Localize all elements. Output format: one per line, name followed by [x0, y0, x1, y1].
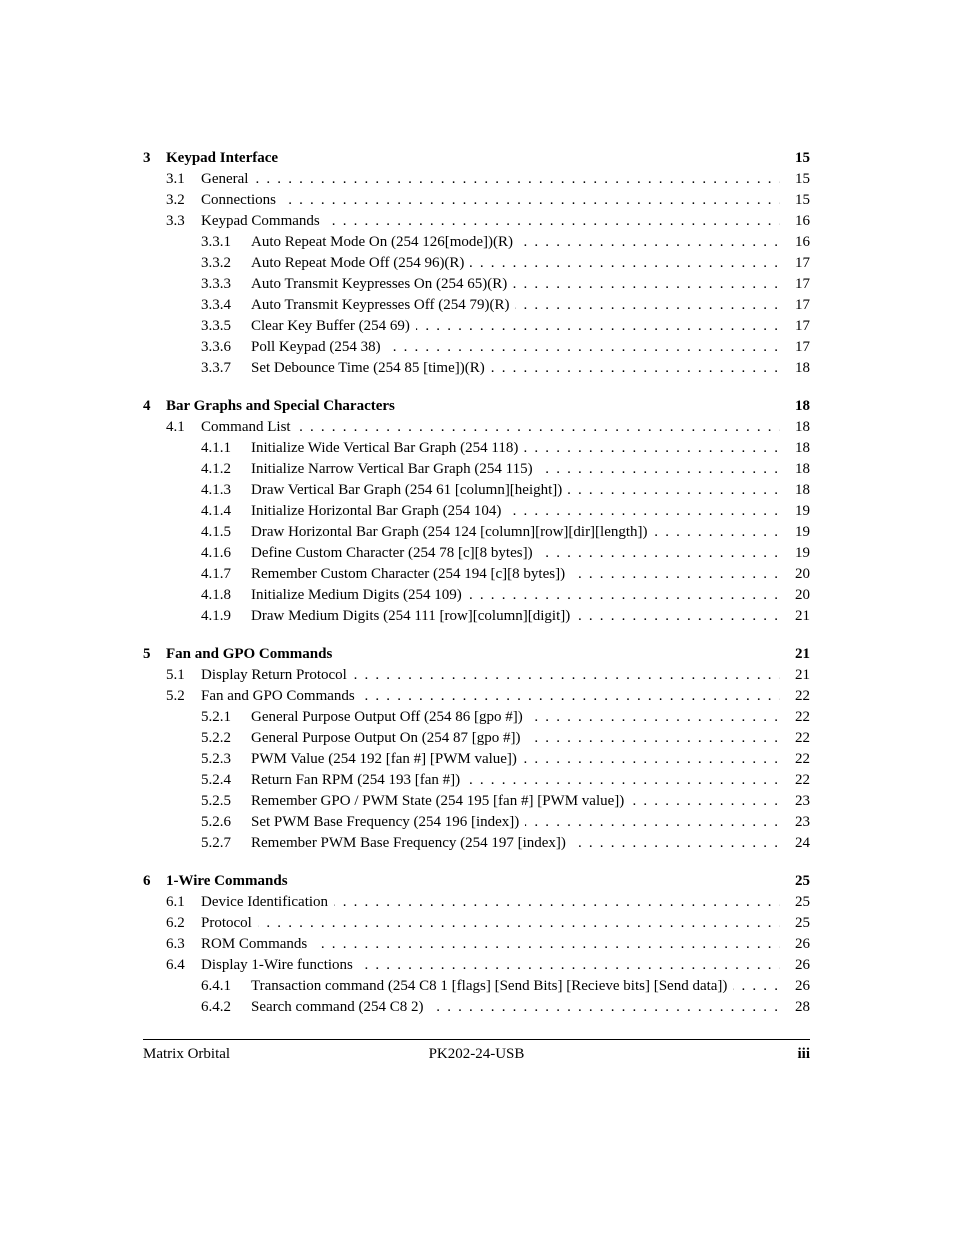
toc-entry-page: 26 — [795, 978, 810, 994]
toc-entry-number: 3.3 — [166, 213, 185, 229]
toc-entry-title: General — [201, 171, 254, 187]
toc-section-entry[interactable] — [143, 190, 810, 211]
toc-entry-number: 5.2.3 — [201, 751, 231, 767]
toc-entry-number: 3.3.3 — [201, 276, 231, 292]
toc-entry-title: Initialize Narrow Vertical Bar Graph (254 115) — [251, 461, 539, 477]
toc-subsection-entry[interactable] — [143, 501, 810, 522]
footer-page-number: iii — [797, 1046, 810, 1062]
toc-subsection-entry[interactable] — [143, 358, 810, 379]
toc-entry-title-wrap — [201, 417, 297, 438]
toc-entry-page: 22 — [795, 730, 810, 746]
toc-entry-title-wrap — [251, 997, 429, 1018]
toc-entry-page: 26 — [795, 936, 810, 952]
toc-entry-title-wrap — [251, 728, 527, 749]
toc-section-entry[interactable] — [143, 211, 810, 232]
toc-chapter-number: 5 — [143, 646, 151, 662]
toc-entry-title: Remember PWM Base Frequency (254 197 [index]) — [251, 835, 572, 851]
toc-chapter-number: 3 — [143, 150, 151, 166]
toc-entry-page: 17 — [795, 276, 810, 292]
toc-entry-page: 22 — [795, 772, 810, 788]
toc-section-entry[interactable] — [143, 417, 810, 438]
toc-entry-title: Keypad Commands — [201, 213, 326, 229]
toc-entry-number: 4.1.4 — [201, 503, 231, 519]
toc-entry-number: 6.4 — [166, 957, 185, 973]
toc-entry-page: 21 — [795, 667, 810, 683]
toc-subsection-entry[interactable] — [143, 770, 810, 791]
toc-entry-title: Set Debounce Time (254 85 [time])(R) — [251, 360, 491, 376]
toc-entry-number: 6.1 — [166, 894, 185, 910]
toc-entry-title: Initialize Horizontal Bar Graph (254 104) — [251, 503, 507, 519]
toc-chapter-entry[interactable] — [143, 148, 810, 169]
toc-section-entry[interactable] — [143, 934, 810, 955]
toc-entry-title: Command List — [201, 419, 297, 435]
toc-entry-title: Auto Transmit Keypresses On (254 65)(R) — [251, 276, 513, 292]
toc-chapter-entry[interactable] — [143, 871, 810, 892]
toc-entry-page: 20 — [795, 566, 810, 582]
toc-section-entry[interactable] — [143, 892, 810, 913]
toc-entry-title: Initialize Medium Digits (254 109) — [251, 587, 468, 603]
toc-entry-title-wrap — [251, 232, 519, 253]
toc-section-entry[interactable] — [143, 955, 810, 976]
toc-entry-title-wrap — [251, 480, 568, 501]
toc-subsection-entry[interactable] — [143, 253, 810, 274]
toc-subsection-entry[interactable] — [143, 295, 810, 316]
toc-entry-page: 19 — [795, 545, 810, 561]
toc-entry-number: 4.1.5 — [201, 524, 231, 540]
toc-entry-page: 18 — [795, 440, 810, 456]
toc-entry-page: 17 — [795, 339, 810, 355]
toc-entry-page: 19 — [795, 503, 810, 519]
toc-entry-page: 23 — [795, 814, 810, 830]
toc-chapter-title: Fan and GPO Commands — [166, 646, 333, 662]
toc-entry-page: 18 — [795, 482, 810, 498]
toc-entry-number: 3.3.7 — [201, 360, 231, 376]
toc-entry-number: 4.1.1 — [201, 440, 231, 456]
toc-entry-page: 17 — [795, 297, 810, 313]
toc-entry-title: Connections — [201, 192, 282, 208]
toc-entry-title: Remember GPO / PWM State (254 195 [fan #] [PWM value]) — [251, 793, 630, 809]
toc-entry-title-wrap — [251, 253, 470, 274]
toc-subsection-entry[interactable] — [143, 707, 810, 728]
toc-entry-title-wrap — [251, 833, 572, 854]
toc-entry-number: 4.1.9 — [201, 608, 231, 624]
toc-entry-title-wrap — [201, 169, 254, 190]
toc-entry-title: PWM Value (254 192 [fan #] [PWM value]) — [251, 751, 523, 767]
toc-entry-title: Draw Horizontal Bar Graph (254 124 [column][row][dir][length]) — [251, 524, 654, 540]
toc-entry-page: 19 — [795, 524, 810, 540]
toc-entry-title-wrap — [201, 686, 361, 707]
toc-entry-number: 4.1.6 — [201, 545, 231, 561]
toc-entry-title: General Purpose Output On (254 87 [gpo #]) — [251, 730, 527, 746]
toc-entry-title: Initialize Wide Vertical Bar Graph (254 118) — [251, 440, 524, 456]
toc-dot-leader — [201, 190, 780, 211]
toc-chapter-title: 1-Wire Commands — [166, 873, 288, 889]
toc-entry-number: 3.3.2 — [201, 255, 231, 271]
toc-entry-title-wrap — [251, 295, 515, 316]
toc-entry-title: Display 1-Wire functions — [201, 957, 359, 973]
toc-subsection-entry[interactable] — [143, 606, 810, 627]
toc-entry-title-wrap — [251, 749, 523, 770]
toc-entry-title: Display Return Protocol — [201, 667, 353, 683]
toc-section — [143, 148, 810, 379]
toc-entry-page: 16 — [795, 213, 810, 229]
footer-product: PK202-24-USB — [428, 1046, 525, 1062]
toc-entry-page: 23 — [795, 793, 810, 809]
toc-entry-title-wrap — [251, 812, 525, 833]
toc-subsection-entry[interactable] — [143, 976, 810, 997]
toc-entry-title: ROM Commands — [201, 936, 313, 952]
toc-chapter-entry[interactable] — [143, 644, 810, 665]
toc-entry-number: 3.1 — [166, 171, 185, 187]
toc-entry-page: 25 — [795, 894, 810, 910]
toc-chapter-page: 15 — [795, 150, 810, 166]
toc-entry-title: Protocol — [201, 915, 258, 931]
toc-entry-page: 25 — [795, 915, 810, 931]
toc-subsection-entry[interactable] — [143, 833, 810, 854]
toc-entry-title-wrap — [251, 274, 513, 295]
footer-company: Matrix Orbital — [143, 1046, 231, 1062]
toc-entry-title: Auto Repeat Mode Off (254 96)(R) — [251, 255, 470, 271]
toc-dot-leader — [201, 913, 780, 934]
toc-subsection-entry[interactable] — [143, 543, 810, 564]
toc-entry-title-wrap — [251, 543, 539, 564]
toc-section — [143, 644, 810, 854]
toc-entry-title: Set PWM Base Frequency (254 196 [index]) — [251, 814, 525, 830]
toc-entry-title-wrap — [201, 665, 353, 686]
toc-subsection-entry[interactable] — [143, 337, 810, 358]
toc-entry-title: Clear Key Buffer (254 69) — [251, 318, 416, 334]
toc-chapter-page: 25 — [795, 873, 810, 889]
toc-entry-number: 3.3.1 — [201, 234, 231, 250]
toc-entry-number: 5.2.7 — [201, 835, 231, 851]
toc-entry-title-wrap — [251, 459, 539, 480]
toc-entry-number: 5.2.2 — [201, 730, 231, 746]
toc-entry-title-wrap — [251, 770, 466, 791]
toc-entry-number: 4.1.8 — [201, 587, 231, 603]
toc-entry-number: 4.1.7 — [201, 566, 231, 582]
toc-subsection-entry[interactable] — [143, 812, 810, 833]
toc-subsection-entry[interactable] — [143, 564, 810, 585]
toc-chapter-number: 6 — [143, 873, 151, 889]
toc-entry-number: 5.2 — [166, 688, 185, 704]
toc-entry-title-wrap — [251, 438, 524, 459]
toc-subsection-entry[interactable] — [143, 480, 810, 501]
toc-entry-number: 6.4.2 — [201, 999, 231, 1015]
toc-entry-number: 5.2.5 — [201, 793, 231, 809]
toc-entry-title-wrap — [251, 606, 576, 627]
toc-subsection-entry[interactable] — [143, 232, 810, 253]
toc-chapter-number: 4 — [143, 398, 151, 414]
toc-entry-number: 3.2 — [166, 192, 185, 208]
toc-entry-number: 4.1.2 — [201, 461, 231, 477]
toc-entry-number: 5.1 — [166, 667, 185, 683]
toc-dot-leader — [201, 169, 780, 190]
toc-entry-number: 6.2 — [166, 915, 185, 931]
table-of-contents — [143, 148, 810, 1035]
toc-subsection-entry[interactable] — [143, 791, 810, 812]
toc-section — [143, 396, 810, 627]
toc-subsection-entry[interactable] — [143, 274, 810, 295]
toc-entry-title-wrap — [251, 316, 416, 337]
toc-subsection-entry[interactable] — [143, 997, 810, 1018]
toc-subsection-entry[interactable] — [143, 585, 810, 606]
toc-entry-title: Draw Medium Digits (254 111 [row][column][digit]) — [251, 608, 576, 624]
page-footer — [143, 1044, 810, 1065]
toc-entry-title: Device Identification — [201, 894, 334, 910]
toc-entry-title-wrap — [251, 564, 571, 585]
toc-entry-page: 17 — [795, 318, 810, 334]
toc-entry-title-wrap — [251, 501, 507, 522]
toc-subsection-entry[interactable] — [143, 749, 810, 770]
toc-entry-number: 3.3.6 — [201, 339, 231, 355]
toc-entry-title: Fan and GPO Commands — [201, 688, 361, 704]
toc-entry-title: Transaction command (254 C8 1 [flags] [Send Bits] [Recieve bits] [Send data]) — [251, 978, 733, 994]
toc-entry-number: 3.3.5 — [201, 318, 231, 334]
toc-chapter-entry[interactable] — [143, 396, 810, 417]
toc-entry-title: General Purpose Output Off (254 86 [gpo #]) — [251, 709, 529, 725]
toc-entry-title-wrap — [251, 976, 733, 997]
toc-subsection-entry[interactable] — [143, 316, 810, 337]
toc-entry-title: Return Fan RPM (254 193 [fan #]) — [251, 772, 466, 788]
footer-rule — [143, 1039, 810, 1040]
toc-entry-page: 24 — [795, 835, 810, 851]
toc-entry-page: 16 — [795, 234, 810, 250]
toc-entry-page: 18 — [795, 419, 810, 435]
toc-entry-number: 6.4.1 — [201, 978, 231, 994]
toc-entry-number: 5.2.1 — [201, 709, 231, 725]
toc-entry-page: 22 — [795, 751, 810, 767]
toc-entry-page: 17 — [795, 255, 810, 271]
toc-entry-title: Draw Vertical Bar Graph (254 61 [column][height]) — [251, 482, 568, 498]
toc-chapter-page: 18 — [795, 398, 810, 414]
toc-chapter-page: 21 — [795, 646, 810, 662]
toc-entry-page: 28 — [795, 999, 810, 1015]
toc-entry-page: 18 — [795, 360, 810, 376]
toc-section-entry[interactable] — [143, 686, 810, 707]
toc-entry-title-wrap — [201, 211, 326, 232]
toc-entry-title-wrap — [201, 955, 359, 976]
toc-entry-title: Define Custom Character (254 78 [c][8 bytes]) — [251, 545, 539, 561]
toc-entry-page: 22 — [795, 688, 810, 704]
toc-entry-page: 15 — [795, 171, 810, 187]
toc-entry-title-wrap — [201, 190, 282, 211]
toc-entry-title-wrap — [201, 913, 258, 934]
toc-entry-page: 20 — [795, 587, 810, 603]
toc-entry-page: 21 — [795, 608, 810, 624]
toc-entry-title-wrap — [251, 791, 630, 812]
toc-entry-title-wrap — [201, 892, 334, 913]
toc-entry-number: 3.3.4 — [201, 297, 231, 313]
toc-section-entry[interactable] — [143, 665, 810, 686]
toc-section-entry[interactable] — [143, 169, 810, 190]
toc-entry-title-wrap — [251, 522, 654, 543]
toc-entry-title: Poll Keypad (254 38) — [251, 339, 387, 355]
toc-entry-title: Search command (254 C8 2) — [251, 999, 429, 1015]
toc-subsection-entry[interactable] — [143, 459, 810, 480]
toc-entry-number: 4.1.3 — [201, 482, 231, 498]
toc-entry-number: 6.3 — [166, 936, 185, 952]
toc-entry-title-wrap — [251, 707, 529, 728]
toc-entry-page: 18 — [795, 461, 810, 477]
toc-entry-title-wrap — [201, 934, 313, 955]
toc-chapter-title: Keypad Interface — [166, 150, 279, 166]
toc-entry-title: Auto Repeat Mode On (254 126[mode])(R) — [251, 234, 519, 250]
toc-subsection-entry[interactable] — [143, 522, 810, 543]
toc-entry-title: Auto Transmit Keypresses Off (254 79)(R) — [251, 297, 515, 313]
toc-entry-title: Remember Custom Character (254 194 [c][8 bytes]) — [251, 566, 571, 582]
toc-section — [143, 871, 810, 1018]
toc-subsection-entry[interactable] — [143, 728, 810, 749]
toc-entry-number: 5.2.4 — [201, 772, 231, 788]
toc-entry-title-wrap — [251, 337, 387, 358]
toc-entry-title-wrap — [251, 358, 491, 379]
toc-entry-title-wrap — [251, 585, 468, 606]
toc-entry-number: 5.2.6 — [201, 814, 231, 830]
toc-entry-number: 4.1 — [166, 419, 185, 435]
toc-entry-page: 22 — [795, 709, 810, 725]
toc-section-entry[interactable] — [143, 913, 810, 934]
toc-subsection-entry[interactable] — [143, 438, 810, 459]
toc-entry-page: 26 — [795, 957, 810, 973]
toc-entry-page: 15 — [795, 192, 810, 208]
toc-chapter-title: Bar Graphs and Special Characters — [166, 398, 395, 414]
